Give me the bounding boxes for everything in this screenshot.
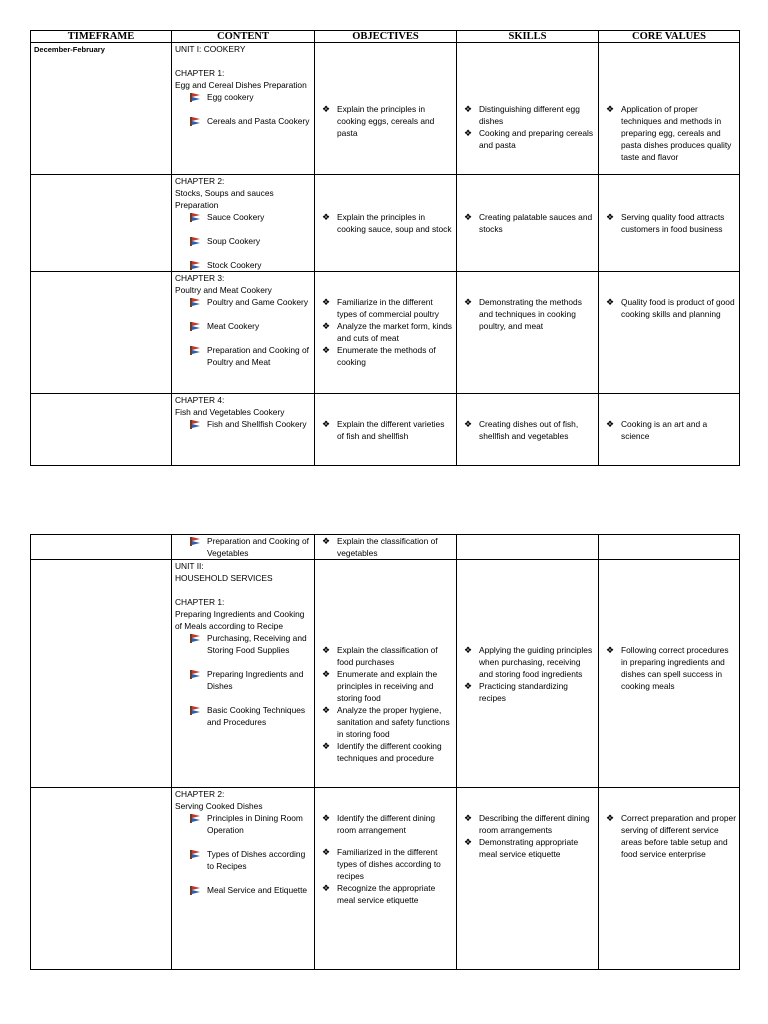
diamond-bullet-icon: ❖ [464,104,473,114]
content-cell [172,788,315,970]
objective-item: ❖ Enumerate the methods of cooking [322,345,436,367]
diamond-bullet-icon: ❖ [322,705,331,715]
values-cell [599,175,740,272]
timeframe-cell [31,394,172,466]
value-item: ❖ Serving quality food attracts customers in food business [606,212,725,234]
diamond-bullet-icon: ❖ [464,128,473,138]
diamond-bullet-icon: ❖ [322,419,331,429]
content-cell [172,535,315,560]
value-item: ❖ Following correct procedures in preparing ingredients and dishes can spell success in cooking meals [606,645,729,691]
content-cell [172,272,315,394]
objective-item: ❖ Recognize the appropriate meal service etiquette [322,883,436,905]
flag-bullet-icon [189,885,201,895]
value-item: ❖ Correct preparation and proper serving of different service areas before table setup and food service enterprise [606,813,736,859]
diamond-bullet-icon: ❖ [464,645,473,655]
topic-list [175,418,311,430]
header-content: CONTENT [172,31,315,43]
timeframe-cell [31,43,172,175]
unit-title: UNIT I: COOKERY [175,44,246,54]
skill-item: ❖ Distinguishing different egg dishes [464,104,580,126]
values-cell [599,535,740,560]
header-skills: SKILLS [457,31,599,43]
skills-cell [457,394,599,466]
diamond-bullet-icon: ❖ [322,883,331,893]
objective-item: ❖ Identify the different cooking techniques and procedure [322,741,442,763]
unit-title: UNIT II: [175,561,204,571]
skills-cell [457,535,599,560]
chapter-title: Serving Cooked Dishes [175,801,263,811]
skill-item: ❖ Cooking and preparing cereals and pasta [464,128,594,150]
chapter-title: Stocks, Soups and sauces Preparation [175,188,274,210]
chapter-label: CHAPTER 4: [175,395,225,405]
content-cell [172,175,315,272]
topic-item: Preparation and Cooking of Poultry and Meat [189,344,311,368]
diamond-bullet-icon: ❖ [322,536,331,546]
topic-item: Stock Cookery [189,259,311,271]
flag-bullet-icon [189,669,201,679]
topic-list [175,632,311,728]
skills-cell [457,272,599,394]
diamond-bullet-icon: ❖ [464,681,473,691]
table-row [31,175,740,272]
topic-list [175,91,311,127]
topic-item: Principles in Dining Room Operation [189,812,311,836]
objective-item: ❖ Familiarized in the different types of dishes according to recipes [322,847,441,881]
timeframe-cell [31,788,172,970]
header-core-values: CORE VALUES [599,31,740,43]
chapter-title: Fish and Vegetables Cookery [175,407,285,417]
objective-item: ❖ Explain the principles in cooking eggs, cereals and pasta [322,104,435,138]
objective-item: ❖ Explain the classification of food purchases [322,645,438,667]
diamond-bullet-icon: ❖ [322,847,331,857]
topic-list [175,812,311,896]
table-row [31,560,740,788]
topic-list [175,296,311,368]
curriculum-table-2 [30,534,740,970]
skill-item: ❖ Creating dishes out of fish, shellfish and vegetables [464,419,579,441]
topic-item: Soup Cookery [189,235,311,247]
flag-bullet-icon [189,536,201,546]
objectives-cell [315,560,457,788]
diamond-bullet-icon: ❖ [464,419,473,429]
topic-item: Purchasing, Receiving and Storing Food Supplies [189,632,311,656]
topic-list [175,211,311,271]
objectives-cell [315,175,457,272]
topic-item: Basic Cooking Techniques and Procedures [189,704,311,728]
diamond-bullet-icon: ❖ [464,837,473,847]
diamond-bullet-icon: ❖ [606,419,615,429]
timeframe-cell [31,272,172,394]
skills-cell [457,788,599,970]
timeframe-cell [31,175,172,272]
values-cell [599,394,740,466]
unit-name: HOUSEHOLD SERVICES [175,573,273,583]
objective-item: ❖ Enumerate and explain the principles in receiving and storing food [322,669,438,703]
value-item: ❖ Cooking is an art and a science [606,419,708,441]
objective-item: ❖ Explain the different varieties of fish and shellfish [322,419,445,441]
topic-item: Preparation and Cooking of Vegetables [189,535,311,559]
chapter-label: CHAPTER 2: [175,789,225,799]
content-cell [172,43,315,175]
chapter-label: CHAPTER 1: [175,68,225,78]
topic-item: Egg cookery [189,91,311,103]
diamond-bullet-icon: ❖ [606,104,615,114]
skills-cell [457,175,599,272]
flag-bullet-icon [189,345,201,355]
flag-bullet-icon [189,321,201,331]
flag-bullet-icon [189,419,201,429]
topic-item: Poultry and Game Cookery [189,296,311,308]
timeframe-cell [31,535,172,560]
diamond-bullet-icon: ❖ [606,813,615,823]
chapter-title: Poultry and Meat Cookery [175,285,272,295]
flag-bullet-icon [189,849,201,859]
objective-item: ❖ Familiarize in the different types of commercial poultry [322,297,439,319]
curriculum-table-1 [30,30,740,466]
diamond-bullet-icon: ❖ [322,813,331,823]
skills-cell [457,43,599,175]
timeframe-cell [31,560,172,788]
table-row [31,43,740,175]
topic-item: Meat Cookery [189,320,311,332]
content-cell [172,560,315,788]
diamond-bullet-icon: ❖ [322,345,331,355]
flag-bullet-icon [189,633,201,643]
topic-item: Meal Service and Etiquette [189,884,311,896]
content-cell [172,394,315,466]
objectives-cell [315,43,457,175]
objective-item: ❖ Analyze the proper hygiene, sanitation and safety functions in storing food [322,705,450,739]
chapter-label: CHAPTER 2: [175,176,225,186]
topic-item: Sauce Cookery [189,211,311,223]
topic-list [175,535,311,559]
skill-item: ❖ Practicing standardizing recipes [464,681,568,703]
objectives-cell [315,272,457,394]
diamond-bullet-icon: ❖ [606,297,615,307]
values-cell [599,560,740,788]
flag-bullet-icon [189,813,201,823]
diamond-bullet-icon: ❖ [322,212,331,222]
topic-item: Fish and Shellfish Cookery [189,418,311,430]
flag-bullet-icon [189,212,201,222]
header-row [31,31,740,43]
table-row [31,788,740,970]
value-item: ❖ Quality food is product of good cooking skills and planning [606,297,735,319]
chapter-label: CHAPTER 3: [175,273,225,283]
objectives-cell [315,394,457,466]
objective-item: ❖ Identify the different dining room arrangement [322,813,436,835]
diamond-bullet-icon: ❖ [322,297,331,307]
objectives-cell [315,535,457,560]
values-cell [599,272,740,394]
diamond-bullet-icon: ❖ [464,813,473,823]
table-row [31,535,740,560]
diamond-bullet-icon: ❖ [606,645,615,655]
flag-bullet-icon [189,260,201,270]
skill-item: ❖ Describing the different dining room arrangements [464,813,590,835]
skill-item: ❖ Applying the guiding principles when purchasing, receiving and storing food ingredients [464,645,593,679]
objective-item: ❖ Explain the classification of vegetables [322,536,438,558]
skill-item: ❖ Demonstrating the methods and techniques in cooking poultry, and meat [464,297,582,331]
values-cell [599,788,740,970]
skill-item: ❖ Creating palatable sauces and stocks [464,212,593,234]
diamond-bullet-icon: ❖ [322,669,331,679]
chapter-title: Egg and Cereal Dishes Preparation [175,80,307,90]
flag-bullet-icon [189,92,201,102]
flag-bullet-icon [189,116,201,126]
value-item: ❖ Application of proper techniques and methods in preparing egg, cereals and pasta dishes produces quality taste and flavor [606,104,732,162]
table-row [31,394,740,466]
diamond-bullet-icon: ❖ [322,645,331,655]
topic-item: Preparing Ingredients and Dishes [189,668,311,692]
diamond-bullet-icon: ❖ [464,297,473,307]
timeframe-text: December-February [34,45,105,54]
diamond-bullet-icon: ❖ [606,212,615,222]
topic-item: Cereals and Pasta Cookery [189,115,311,127]
flag-bullet-icon [189,297,201,307]
skills-cell [457,560,599,788]
chapter-label: CHAPTER 1: [175,597,225,607]
header-objectives: OBJECTIVES [315,31,457,43]
objective-item: ❖ Explain the principles in cooking sauce, soup and stock [322,212,452,234]
objectives-cell [315,788,457,970]
diamond-bullet-icon: ❖ [322,104,331,114]
objective-item: ❖ Analyze the market form, kinds and cuts of meat [322,321,452,343]
chapter-title: Preparing Ingredients and Cooking of Meals according to Recipe [175,609,305,631]
flag-bullet-icon [189,236,201,246]
diamond-bullet-icon: ❖ [464,212,473,222]
skill-item: ❖ Demonstrating appropriate meal service etiquette [464,837,579,859]
diamond-bullet-icon: ❖ [322,741,331,751]
header-timeframe: TIMEFRAME [31,31,172,43]
flag-bullet-icon [189,705,201,715]
table-row [31,272,740,394]
values-cell [599,43,740,175]
topic-item: Types of Dishes according to Recipes [189,848,311,872]
diamond-bullet-icon: ❖ [322,321,331,331]
